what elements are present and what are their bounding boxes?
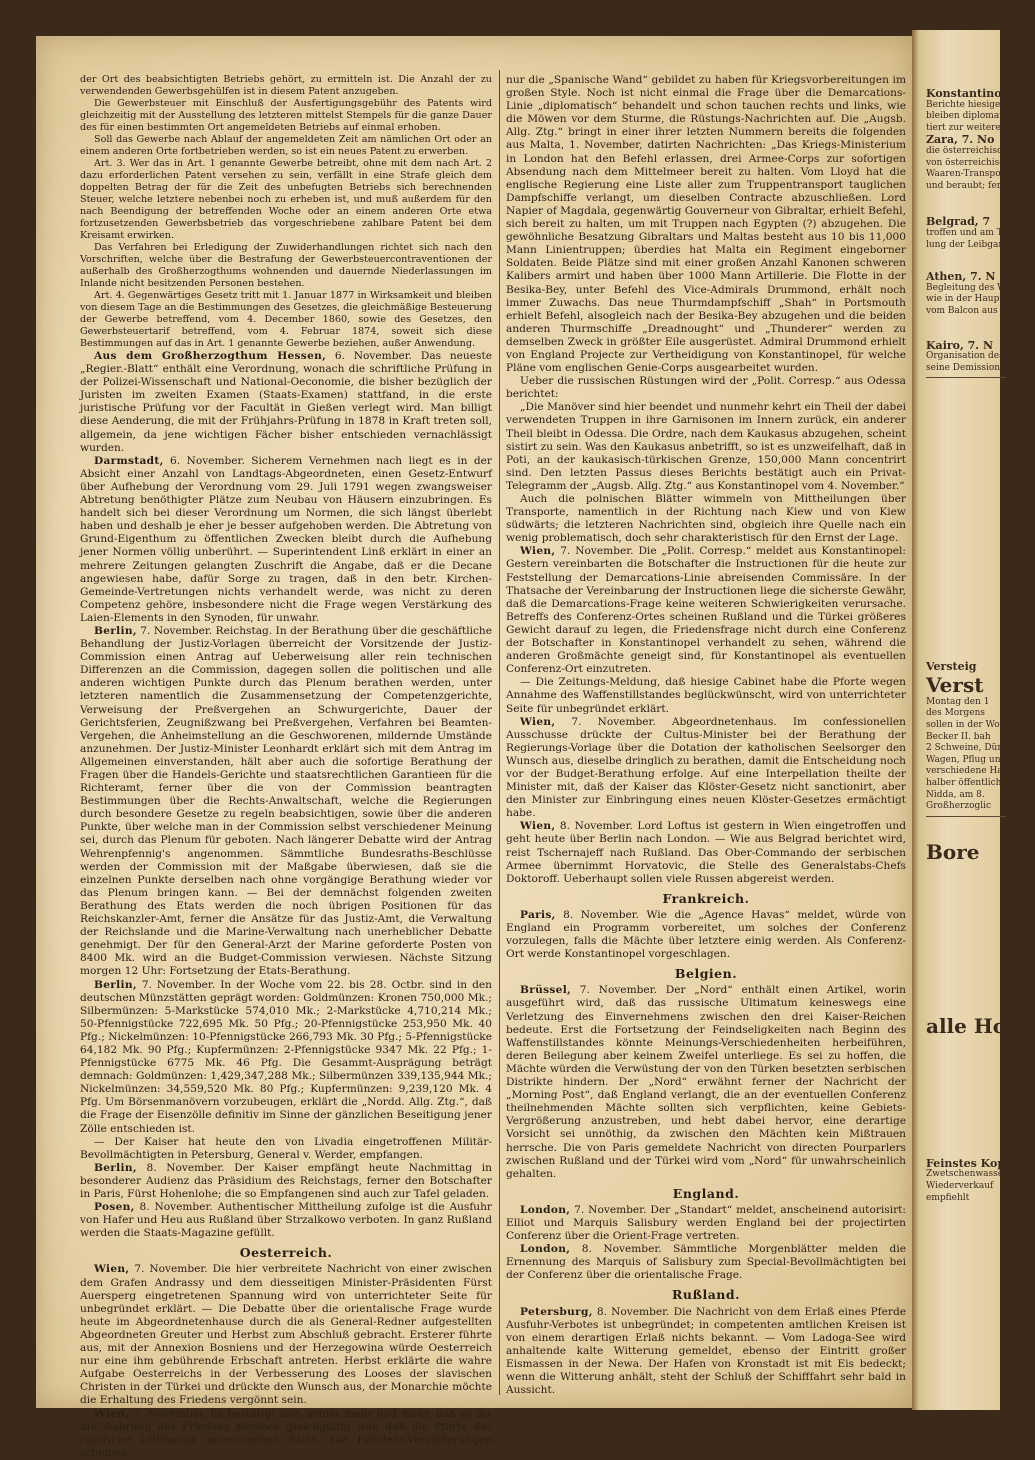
section-heading-england: England. [672, 1185, 740, 1201]
dateline-posen: Posen, [94, 1201, 135, 1214]
article-darmstadt: Darmstadt, 6. November. Sicherem Vernehmen nach liegt es in der Absicht einer Anzahl von Landtags-Abgeordneten, einen Gesetz-Entwurf über Aufhebung der Verordnung vom 29. Juli 1791 wegen zwangsweiser Abtretung benöthigter Plätze zum Neubau von Häusern einzubringen. Es handelt sich bei dieser Verordnung um Normen, die sich längst überlebt haben und deshalb je eher je besser aufgehoben werden. Die Abtretung von Grund-Eigenthum zu öffentlichen Zwecken bleibt durch die Aufhebung jener Normen völlig unberührt. — Superintendent Linß erklärt in einer an mehrere Zeitungen gelangten Zuschrift die Angabe, daß er die Decane angewiesen habe, dafür Sorge zu tragen, daß in den betr. Kirchen-Gemeinde-Vertretungen nichts verhandelt werde, was nicht zu deren Competenz gehöre, insbesondere nicht die Frage wegen Verstärkung des Laien-Elements in den Synoden, für unwahr. [80, 454, 492, 624]
article-odessa-intro: Ueber die russischen Rüstungen wird der „Polit. Corresp.“ aus Odessa berichtet: [506, 375, 906, 401]
dateline-berlin: Berlin, [94, 1161, 137, 1174]
dateline-berlin: Berlin, [94, 624, 137, 637]
article-berlin-3: Berlin, 8. November. Der Kaiser empfängt heute Nachmittag in besonderer Audienz das Präsidium des Reichstags, ferner den Botschafter in Paris, Fürst Hohenlohe; die so Empfangenen sind auch zur Tafel geladen. [80, 1161, 493, 1200]
section-heading-frankreich: Frankreich. [662, 890, 750, 906]
article-wien-1: Wien, 7. November. Die hier verbreitete Nachricht von einer zwischen dem Grafen Andrassy und dem diesseitigen Minister-Präsidenten Fürst Auersperg eingetretenen Spannung wird von unterrichteter Seite für unbegründet erklärt. — Die Debatte über die orientalische Frage wurde heute im Abgeordnetenhause durch die als General-Redner aufgestellten Abgeordneten Greuter und Herbst zum Abschluß gebracht. Ersterer führte aus, mit der Annexion Bosniens und der Herzegowina würde Oesterreich nur eine ihm gebührende Erbschaft antreten. Herbst erklärte die wahre Aufgabe Oesterreichs in der Verbesserung des Looses der slavischen Christen in der Türkei und drückte den Wunsch aus, der Monarchie möchte die Erhaltung des Friedens vergönnt sein. [80, 1263, 492, 1407]
article-paris: Paris, 8. November. Wie die „Agence Havas“ meldet, würde von England ein Programm vorbereitet, um solches der Conferenz vorzulegen, falls die Mächte über letztere einig werden. Als Conferenz-Ort werde Konstantinopel vorgeschlagen. [506, 908, 906, 961]
dateline-london: London, [520, 1203, 571, 1216]
law-text-2: Die Gewerbsteuer mit Einschluß der Ausfertigungsgebühr des Patents wird gleichzeitig mit der Ausstellung des letzteren mittelst Stempels für die ganze Dauer des für einen bestimmten Ort angemeldeten Betriebs auf einmal erhoben. [80, 98, 492, 133]
law-text-6: Art. 4. Gegenwärtiges Gesetz tritt mit 1. Januar 1877 in Wirksamkeit und bleiben von diesem Tage an die Bestimmungen des Gesetzes, die gleichmäßige Besteuerung der Gewerbe betreffend, vom 4. December 1860, sowie des Gesetzes, den Gewerbsteuertarif betreffend, vom 4. Februar 1874, soweit sich diese Bestimmungen auf das in Art. 1 genannte Gewerbe beziehen, außer Anwendung. [80, 290, 492, 349]
article-wien-3b: — Die Zeitungs-Meldung, daß hiesige Cabinet habe die Pforte wegen Annahme des Waffenstillstandes beglückwünscht, wird von unterrichteter Seite für unbegründet erklärt. [506, 676, 906, 715]
column-left [80, 74, 492, 1460]
dateline-wien: Wien, [520, 820, 556, 833]
article-london-1: London, 7. November. Der „Standart“ meldet, anscheinend autorisirt: Elliot und Marquis Salisbury werden England bei der projectirten Conferenz über die Orient-Frage vertreten. [506, 1203, 906, 1243]
law-text-5: Das Verfahren bei Erledigung der Zuwiderhandlungen richtet sich nach den Vorschriften, welche über die Bestrafung der Gewerbsteuercontraventionen der außerhalb des Großherzogthums wohnenden und dauernde Niederlassungen im Inlande nicht besitzenden Personen bestehen. [80, 242, 492, 289]
dateline-paris: Paris, [520, 908, 556, 921]
article-wien-4: Wien, 7. November. Abgeordnetenhaus. Im confessionellen Ausschusse drückte der Cultus-Minister bei der Berathung der Regierungs-Vorlage über die Dotation der katholischen Seelsorger den Wunsch aus, dieselbe dringlich zu berathen, damit die Entscheidung noch vor der Budget-Berathung erfolge. Auf eine Interpellation theilte der Minister mit, daß der Kaiser das Klöster-Gesetz nicht sanctionirt, aber den Minister zur Einbringung eines neuen Klöster-Gesetzes ermächtigt habe. [506, 715, 907, 820]
column-right [506, 74, 906, 1397]
section-heading-oesterreich: Oesterreich. [239, 1245, 333, 1261]
adjacent-page-edge [912, 30, 1035, 1410]
dateline-darmstadt: Darmstadt, [94, 454, 164, 467]
article-wien-5: Wien, 8. November. Lord Loftus ist gestern in Wien eingetroffen und geht heute über Berlin nach London. — Wie aus Belgrad berichtet wird, reist Tschernajeff nach Rußland. Das Ober-Commando der serbischen Armee übernimmt Horvatovic, die Stelle des Generalstabs-Chefs Doktoroff. Ueberhaupt sollen viele Russen abgereist werden. [506, 820, 907, 885]
article-wien-2: Wien, 7. November. Es bestätigt sich immer mehr und mehr, daß es für die Wahrung des Friedens ziemlich gleichgültig war, daß die Pforte das russische Ultimatum angenommen hatte. Die Friedens-Versicherungen scheinen [80, 1407, 493, 1459]
article-petersburg: Petersburg, 8. November. Die Nachricht von dem Erlaß eines Pferde Ausfuhr-Verbotes ist unbegründet; in competenten amtlichen Kreisen ist von einem derartigen Erlaß nichts bekannt. — Vom Ladoga-See wird anhaltende kalte Witterung gemeldet, ebenso der Eintritt großer Eismassen in der Newa. Der Hafen von Kronstadt ist mit Eis bedeckt; wenn die Witterung anhält, steht der Schluß der Schifffahrt sehr bald in Aussicht. [506, 1305, 907, 1397]
dateline-wien: Wien, [520, 545, 556, 558]
article-berlin-2b: — Der Kaiser hat heute den von Livadia eingetroffenen Militär-Bevollmächtigten in Petersburg, General v. Werder, empfangen. [80, 1135, 492, 1161]
dateline-petersburg: Petersburg, [520, 1305, 593, 1318]
section-heading-belgien: Belgien. [674, 966, 738, 982]
adjacent-page-text: Konstantinop Berichte hiesiger bleiben diplomatischen tiert zur weiteren Gewä Zara, 7. No die österreichische Gre von österreichischen Waaren-Transport und beraubt; ferner Belgrad, 7 troffen und am Tag lung der Leibgarde Athen, 7. N Begleitung des Wie wie in der Haupt vom Balcon aus Kairo, 7. N Organisation des seine Demission ein Versteig Verst Montag den 1 des Morgens sollen in der Wo Becker II. bah 2 Schweine, Dürrfu Wagen, Pflug un verschiedene Hausg halber öffentlich vo Nidda, am 8. Großherzoglic Bore alle Hol Feinstes Kopfel Zwetschenwasser Wiederverkauf empfiehlt [926, 87, 1035, 1203]
dateline-wien: Wien, [520, 715, 556, 728]
dateline-london: London, [520, 1243, 571, 1256]
law-text-4: Art. 3. Wer das in Art. 1 genannte Gewerbe betreibt, ohne mit dem nach Art. 2 dazu erforderlichen Patent versehen zu sein, verfällt in eine Strafe gleich dem doppelten Betrag der für die Zeit des unbefugten Betriebs sich berechnenden Steuer, welche letztere nebenbei noch zu erheben ist, und muß außerdem für den nach Beendigung der betreffenden Woche oder an einem anderen Orte etwa fortzusetzenden Gewerbsbetrieb das vorgeschriebene zahlbare Patent bei dem Kreisamt erwirken. [80, 158, 492, 241]
article-wien-3: Wien, 7. November. Die „Polit. Corresp.“ meldet aus Konstantinopel: Gestern vereinbarten die Botschafter die Instructionen für die heute zur Feststellung der Demarcations-Linie abreisenden Commissäre. In der Thatsache der Vereinbarung der Instructionen liege die sicherste Gewähr, daß die Demarcations-Frage keine weiteren Schwierigkeiten verursache. Betreffs des Conferenz-Ortes scheinen Rußland und die Türkei größeres Gewicht darauf zu legen, die Friedensfrage nicht durch eine Conferenz der Botschafter in Konstantinopel verhandelt zu sehen, während die anderen Großmächte geneigt sind, für Konstantinopel als eventuellen Conferenz-Ort einzutreten. [506, 545, 907, 676]
article-berlin-2: Berlin, 7. November. In der Woche vom 22. bis 28. Octbr. sind in den deutschen Münzstätten geprägt worden: Goldmünzen: Kronen 750,000 Mk.; Silbermünzen: 5-Markstücke 574,010 Mk.; 2-Markstücke 4,710,214 Mk.; 50-Pfennigstücke 722,695 Mk. 50 Pfg.; 20-Pfennigstücke 253,950 Mk. 40 Pfg.; Nickelmünzen: 10-Pfennigstücke 266,793 Mk. 30 Pfg.; 5-Pfennigstücke 64,182 Mk. 90 Pfg.; Kupfermünzen: 2-Pfennigstücke 9347 Mk. 22 Pfg.; 1-Pfennigstücke 6775 Mk. 46 Pfg. Die Gesammt-Ausprägung beträgt demnach: Goldmünzen: 1,429,347,288 Mk.; Silbermünzen 339,135,944 Mk.; Nickelmünzen: 34,559,520 Mk. 80 Pfg.; Kupfermünzen: 9,239,120 Mk. 4 Pfg. Um Börsenmanövern vorzubeugen, erklärt die „Nordd. Allg. Ztg.“, daß die Frage der Eisenzölle definitiv im Sinne der gänzlichen Beseitigung jener Zölle entschieden ist. [80, 978, 493, 1135]
article-odessa-quote: „Die Manöver sind hier beendet und nunmehr kehrt ein Theil der dabei verwendeten Truppen in ihre Garnisonen im Innern zurück, ein anderer Theil bleibt in Odessa. Die Ordre, nach dem Kaukasus abzugehen, scheint sistirt zu sein. Was den Kaukasus anbetrifft, so ist es unzweifelhaft, daß in Poti, an der kaukasisch-türkischen Grenze, 150,000 Mann concentrirt sind. Den letzten Passus dieses Berichts bestätigt auch ein Privat-Telegramm der „Augsb. Allg. Ztg.“ aus Konstantinopel vom 4. November.“ [506, 401, 906, 492]
article-polish-papers: Auch die polnischen Blätter wimmeln von Mittheilungen über Transporte, namentlich in der Richtung nach Kiew und von Kiew südwärts; die letzteren Nachrichten sind, obgleich ihre Quelle nach ein wenig problematisch, doch sehr charakteristisch für den Ernst der Lage. [506, 493, 906, 545]
dateline-bruessel: Brüssel, [520, 984, 572, 997]
dateline-wien: Wien, [94, 1263, 130, 1276]
article-posen: Posen, 8. November. Authentischer Mittheilung zufolge ist die Ausfuhr von Hafer und Heu aus Rußland über Strzalkowo verboten. In ganz Rußland werden die Staats-Magazine gefüllt. [80, 1201, 493, 1240]
law-text-3: Soll das Gewerbe nach Ablauf der angemeldeten Zeit am nämlichen Ort oder an einem anderen Orte fortbetrieben werden, so ist ein neues Patent zu erwerben. [80, 134, 492, 157]
column-divider [499, 70, 500, 1395]
law-text-1: der Ort des beabsichtigten Betriebs gehört, zu ermitteln ist. Die Anzahl der zu verwendenden Gewerbsgehülfen ist in diesem Patent anzugeben. [80, 74, 492, 97]
dateline-berlin: Berlin, [94, 978, 137, 991]
article-london-2: London, 8. November. Sämmtliche Morgenblätter melden die Ernennung des Marquis of Salisbury zum Special-Bevollmächtigten bei der Conferenz über die orientalische Frage. [506, 1243, 906, 1282]
section-heading-russland: Rußland. [671, 1287, 740, 1303]
dateline-hessen: Aus dem Großherzogthum Hessen, [94, 350, 327, 362]
dateline-wien: Wien, [94, 1407, 130, 1420]
article-continuation: nur die „Spanische Wand“ gebildet zu haben für Kriegsvorbereitungen im großen Style. Noch ist nicht einmal die Frage über die Demarcations-Linie „diplomatisch“ behandelt und schon tauchen rechts und links, wie die Möwen vor dem Sturme, die Rüstungs-Nachrichten auf. Die „Augsb. Allg. Ztg.“ bringt in einer ihrer letzten Nummern bereits die folgenden aus Malta, 1. November, datirten Nachrichten: „Das Kriegs-Ministerium in London hat den Befehl erlassen, drei Armee-Corps zur sofortigen Absendung nach dem Mittelmeer bereit zu halten. Vom Lloyd hat die englische Regierung eine Liste aller zum Truppentransport tauglichen Dampfschiffe verlangt, um dieselben Contracte abzuschließen. Lord Napier of Magdala, gegenwärtig Gouverneur von Gibraltar, erhielt Befehl, sich bereit zu halten, um mit Truppen nach Egypten (?) abzugehen. Die gewöhnliche Besatzung Gibraltars und Maltas besteht aus 10 bis 11,000 Mann Linientruppen; überdies hat Malta ein Regiment eingeborner Soldaten. Beide Plätze sind mit einer großen Anzahl Kanonen schweren Kalibers armirt und haben über 1000 Mann Artillerie. Die Flotte in der Besika-Bey, unter Befehl des Vice-Admirals Drummond, erhält noch immer Zuwachs. Das neue Thurmdampfschiff „Shah“ in Portsmouth erhielt Befehl, alsogleich nach der Besika-Bey abzugehen und die beiden anderen Thurmschiffe „Dreadnought“ und „Thunderer“ werden zu demselben Zweck in größter Eile ausgerüstet. Admiral Drummond erhielt von England Projecte zur Vertheidigung von Konstantinopel, für welche Pläne vom englischen Genie-Corps ausgearbeitet wurden. [506, 74, 906, 375]
article-berlin-1: Berlin, 7. November. Reichstag. In der Berathung über die geschäftliche Behandlung der Justiz-Vorlagen überreicht der Vorsitzende der Justiz-Commission einen Antrag auf Ueberweisung aller rein technischen Differenzen an die Commission, dagegen sollen die politischen und alle anderen wichtigen Punkte durch das Plenum berathen werden, unter letzteren namentlich die Zusammensetzung der Competenzgerichte, Verweisung der Preßvergehen an Schwurgerichte, Dauer der Gerichtsferien, Zeugnißzwang bei Preßvergehen, Verfahren bei Beamten-Vergehen, die Anheimstellung an die Geschworenen, mildernde Umstände anzunehmen. Der Justiz-Minister Leonhardt erklärt sich mit dem Antrag im Allgemeinen einverstanden, hält aber auch die sofortige Berathung der Fragen über die Handels-Gerichte und staatsrechtlichen Garantieen für die Richteramt, ferner über die von der Commission beantragten Bestimmungen über die Rechts-Anwaltschaft, welche die Regierungen durch besondere Gesetze zu regeln beabsichtigen, sowie über die anderen Punkte, über welche man in der Commission selbst verschiedener Meinung sei, durch das Plenum für geboten. Nach längerer Debatte wird der Antrag Wehrenpfennig's angenommen. Sämmtliche Bundesraths-Beschlüsse werden der Commission mit der Maßgabe überwiesen, daß sie die einzelnen Punkte derselben nach ohne vorgängige Berathung wieder vor das Plenum bringen kann. — Bei der demnächst folgenden zweiten Berathung des Etats werden die noch übrigen Positionen für das Reichskanzler-Amt, ferner die Ansätze für das Justiz-Amt, die Verwaltung der Reichslande und die Marine-Verwaltung nach unerheblicher Debatte genehmigt. Der für den General-Arzt der Marine geforderte Posten von 8400 Mk. wird an die Budget-Commission verwiesen. Nächste Sitzung morgen 12 Uhr: Fortsetzung der Etats-Berathung. [80, 624, 492, 978]
article-bruessel: Brüssel, 7. November. Der „Nord“ enthält einen Artikel, worin ausgeführt wird, daß das russische Ultimatum keineswegs eine Verletzung des Einvernehmens zwischen den drei Kaiser-Reichen bedeute. Erst die Fortsetzung der Feindseligkeiten nach Beginn des Waffenstillstandes könnte Meinungs-Verschiedenheiten herbeiführen, deren Beilegung aber keinem Zweifel unterliege. Es sei zu hoffen, die Mächte würden die Verwüstung der von den Türken besetzten serbischen Distrikte hindern. Der „Nord“ erwähnt ferner der Nachricht der „Morning Post“, daß England verlangt, die an der eventuellen Conferenz theilnehmenden Mächte sollten sich verpflichten, keine Gebiets-Vergrößerung anzustreben, und hebt dabei hervor, eine derartige Vorsicht sei unnöthig, da zwischen den Mächten kein Mißtrauen herrsche. Die von Paris gemeldete Nachricht von directen Pourparlers zwischen Rußland und der Türkei wird vom „Nord“ für unwahrscheinlich gehalten. [506, 984, 906, 1180]
article-hessen: Aus dem Großherzogthum Hessen, 6. November. Das neueste „Regier.-Blatt“ enthält eine Verordnung, wonach die schriftliche Prüfung in der Polizei-Wissenschaft und National-Oeconomie, die bisher bezüglich der Juristen im zweiten Examen (Staats-Examen) stattfand, in die erste juristische Prüfung vor der Facultät in Gießen verlegt wird. Man billigt diese Aenderung, die mit der Frühjahrs-Prüfung in 1878 in Kraft treten soll, allgemein, da jene wichtigen Fächer bisher entschieden vernachlässigt wurden. [80, 350, 492, 454]
